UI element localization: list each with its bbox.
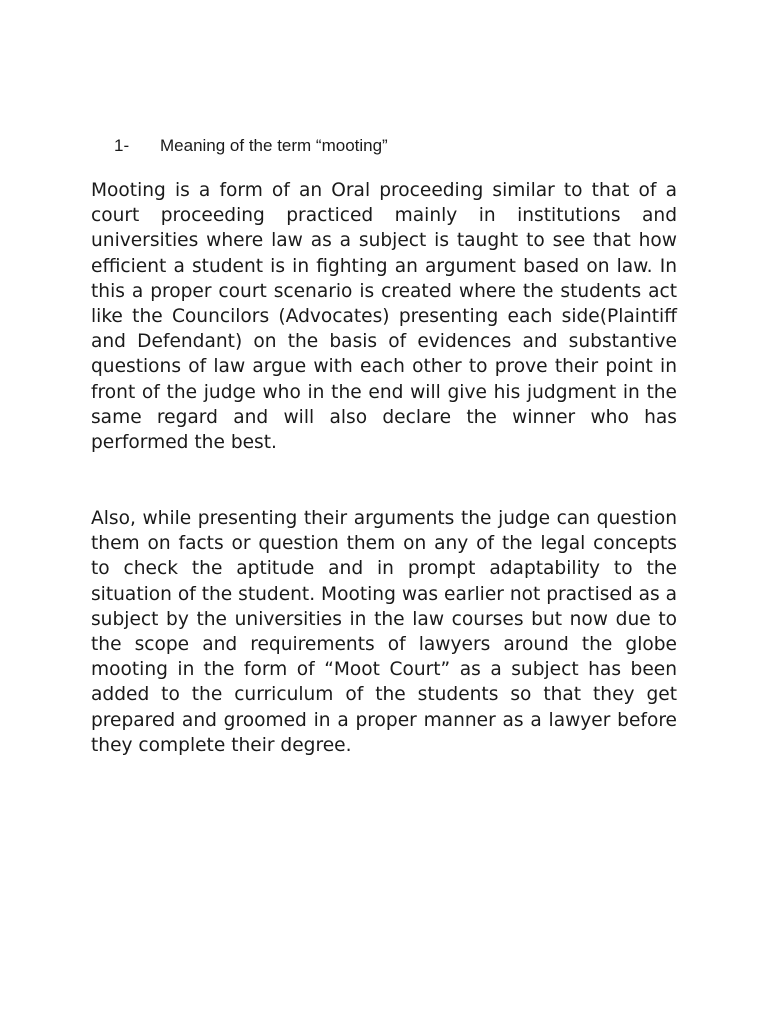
paragraph-definition: Mooting is a form of an Oral proceeding similar to that of a court proceeding practiced mainly in institutions and universities where law as a subject is taught to see that how efficient a student is in fighting an argument based on law. In this a proper court scenario is created where the students act like the Councilors (Advocates) presenting each side(Plaintiff and Defendant) on the basis of evidences and substantive questions of law argue with each other to prove their point in front of the judge who in the end will give his judgment in the same regard and will also declare the winner who has performed the best.	[91, 180, 677, 454]
paragraph-details: Also, while presenting their arguments the judge can question them on facts or question them on any of the legal concepts to check the aptitude and in prompt adaptability to the situation of the student. Mooting was earlier not practised as a subject by the universities in the law courses but now due to the scope and requirements of lawyers around the globe mooting in the form of “Moot Court” as a subject has been added to the curriculum of the students so that they get prepared and groomed in a proper manner as a lawyer before they complete their degree.	[91, 508, 677, 756]
section-title: Meaning of the term “mooting”	[160, 136, 388, 155]
section-heading	[114, 136, 388, 156]
section-number: 1-	[114, 136, 130, 155]
